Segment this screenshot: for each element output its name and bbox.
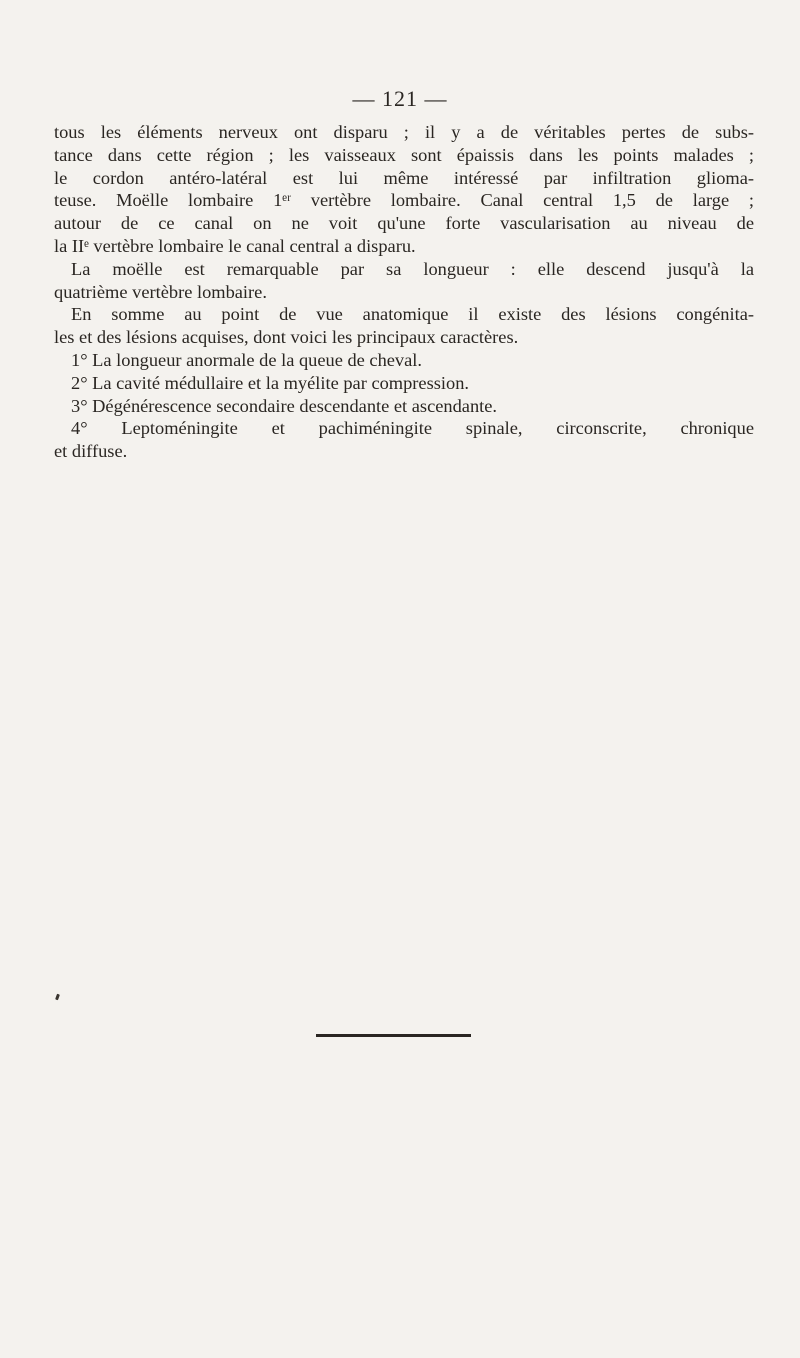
text-line: teuse. Moëlle lombaire 1ᵉʳ vertèbre lombaire. Canal central 1,5 de large ; — [54, 190, 754, 211]
ink-speck — [55, 994, 60, 1001]
text-line: La moëlle est remarquable par sa longueur : elle descend jusqu'à la — [71, 258, 754, 279]
list-item: 2° La cavité médullaire et la myélite par compression. — [71, 372, 470, 393]
text-line: et diffuse. — [54, 441, 128, 462]
body-text — [54, 121, 754, 463]
text-line: tous les éléments nerveux ont disparu ; il y a de véritables pertes de subs- — [54, 122, 754, 142]
text-line: En somme au point de vue anatomique il existe des lésions congénita- — [71, 304, 754, 325]
list-item: 3° Dégénérescence secondaire descendante et ascendante. — [71, 395, 498, 416]
text-line: les et des lésions acquises, dont voici les principaux caractères. — [54, 327, 519, 348]
text-line: autour de ce canal on ne voit qu'une forte vascularisation au niveau de — [54, 213, 754, 234]
page-number: — 121 — — [352, 86, 448, 111]
text-line: tance dans cette région ; les vaisseaux sont épaissis dans les points malades ; — [54, 144, 754, 165]
list-item: 4° Leptoméningite et pachiméningite spinale, circonscrite, chronique — [71, 418, 754, 439]
list-item: 1° La longueur anormale de la queue de cheval. — [71, 349, 423, 370]
text-line: la IIᵉ vertèbre lombaire le canal central a disparu. — [54, 235, 416, 256]
text-line: quatrième vertèbre lombaire. — [54, 281, 267, 302]
section-divider — [316, 1034, 471, 1037]
text-line: le cordon antéro-latéral est lui même intéressé par infiltration glioma- — [54, 167, 754, 188]
